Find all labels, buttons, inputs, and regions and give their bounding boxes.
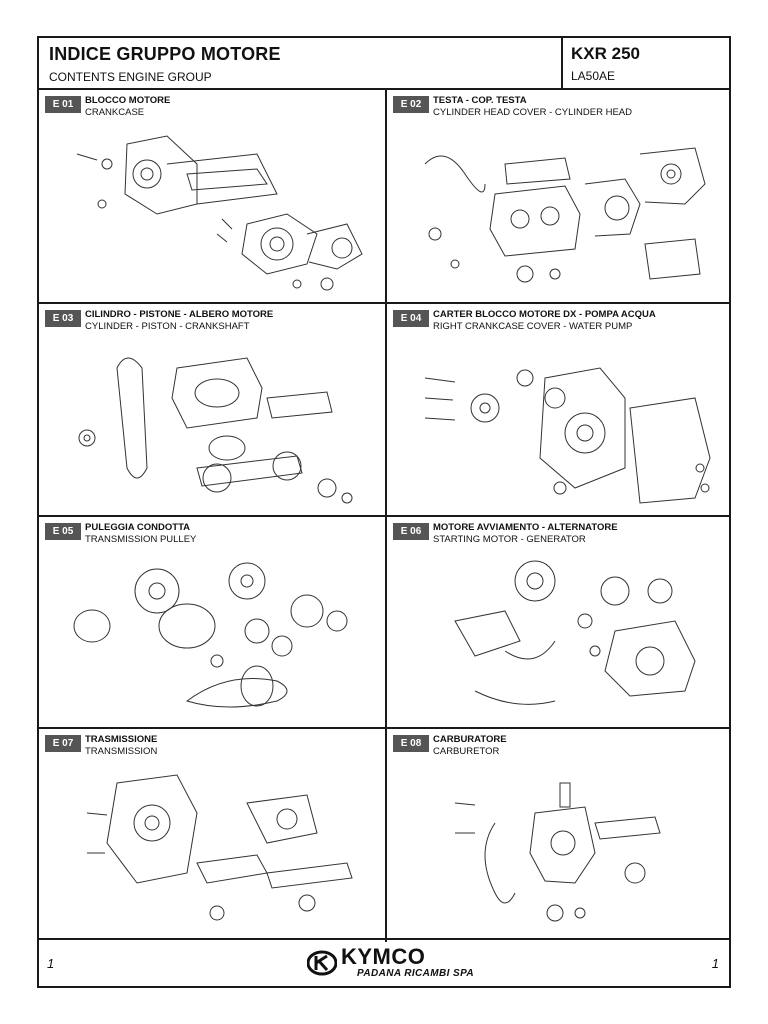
cylinder-head-exploded-diagram [395,124,725,296]
section-title-it: CARBURATORE [433,734,507,745]
page-title: INDICE GRUPPO MOTORE [49,44,281,64]
model-code: LA50AE [571,69,616,83]
header [39,38,729,90]
transmission-diagram [47,763,377,935]
section-grid [39,90,729,940]
section-e06[interactable] [387,517,733,727]
model-info [571,44,640,83]
section-e02[interactable] [387,90,733,302]
section-title-en: TRANSMISSION [85,746,158,757]
section-e03[interactable] [39,304,385,515]
model-name: KXR 250 [571,44,640,63]
right-crankcase-cover-diagram [395,338,725,510]
section-e07[interactable] [39,729,385,940]
footer [39,938,729,986]
section-code: E 01 [45,96,81,113]
section-title-en: STARTING MOTOR - GENERATOR [433,534,586,545]
section-code: E 06 [393,523,429,540]
page-subtitle: CONTENTS ENGINE GROUP [49,70,212,84]
section-e08[interactable] [387,729,733,940]
section-title-it: BLOCCO MOTORE [85,95,171,106]
section-title-it: CARTER BLOCCO MOTORE DX - POMPA ACQUA [433,309,656,320]
section-title-en: CARBURETOR [433,746,500,757]
section-e01[interactable] [39,90,385,302]
section-code: E 08 [393,735,429,752]
section-code: E 05 [45,523,81,540]
section-code: E 02 [393,96,429,113]
header-titles [49,44,281,84]
kymco-emblem-icon [307,948,337,978]
parts-index-sheet [37,36,731,988]
section-title-en: CRANKCASE [85,107,145,118]
section-title-en: TRANSMISSION PULLEY [85,534,197,545]
transmission-pulley-diagram [47,551,377,723]
section-title-en: CYLINDER - PISTON - CRANKSHAFT [85,321,250,332]
section-title-it: TESTA - COP. TESTA [433,95,527,106]
section-title-it: PULEGGIA CONDOTTA [85,522,191,533]
section-code: E 03 [45,310,81,327]
section-title-it: TRASMISSIONE [85,734,158,745]
section-e04[interactable] [387,304,733,515]
section-code: E 07 [45,735,81,752]
section-code: E 04 [393,310,429,327]
header-divider [561,38,563,88]
brand-name: KYMCO [341,944,426,969]
cylinder-piston-exploded-diagram [47,338,377,510]
page-number-left: 1 [47,956,55,971]
section-title-it: CILINDRO - PISTONE - ALBERO MOTORE [85,309,274,320]
kymco-logo [307,946,477,984]
dealer-name: PADANA RICAMBI SPA [357,968,475,979]
section-title-en: CYLINDER HEAD COVER - CYLINDER HEAD [433,107,633,118]
section-title-en: RIGHT CRANKCASE COVER - WATER PUMP [433,321,633,332]
crankcase-exploded-diagram [47,124,377,296]
page-number-right: 1 [711,956,719,971]
starter-generator-diagram [395,551,725,723]
carburetor-diagram [395,763,725,935]
section-e05[interactable] [39,517,385,727]
section-title-it: MOTORE AVVIAMENTO - ALTERNATORE [433,522,618,533]
